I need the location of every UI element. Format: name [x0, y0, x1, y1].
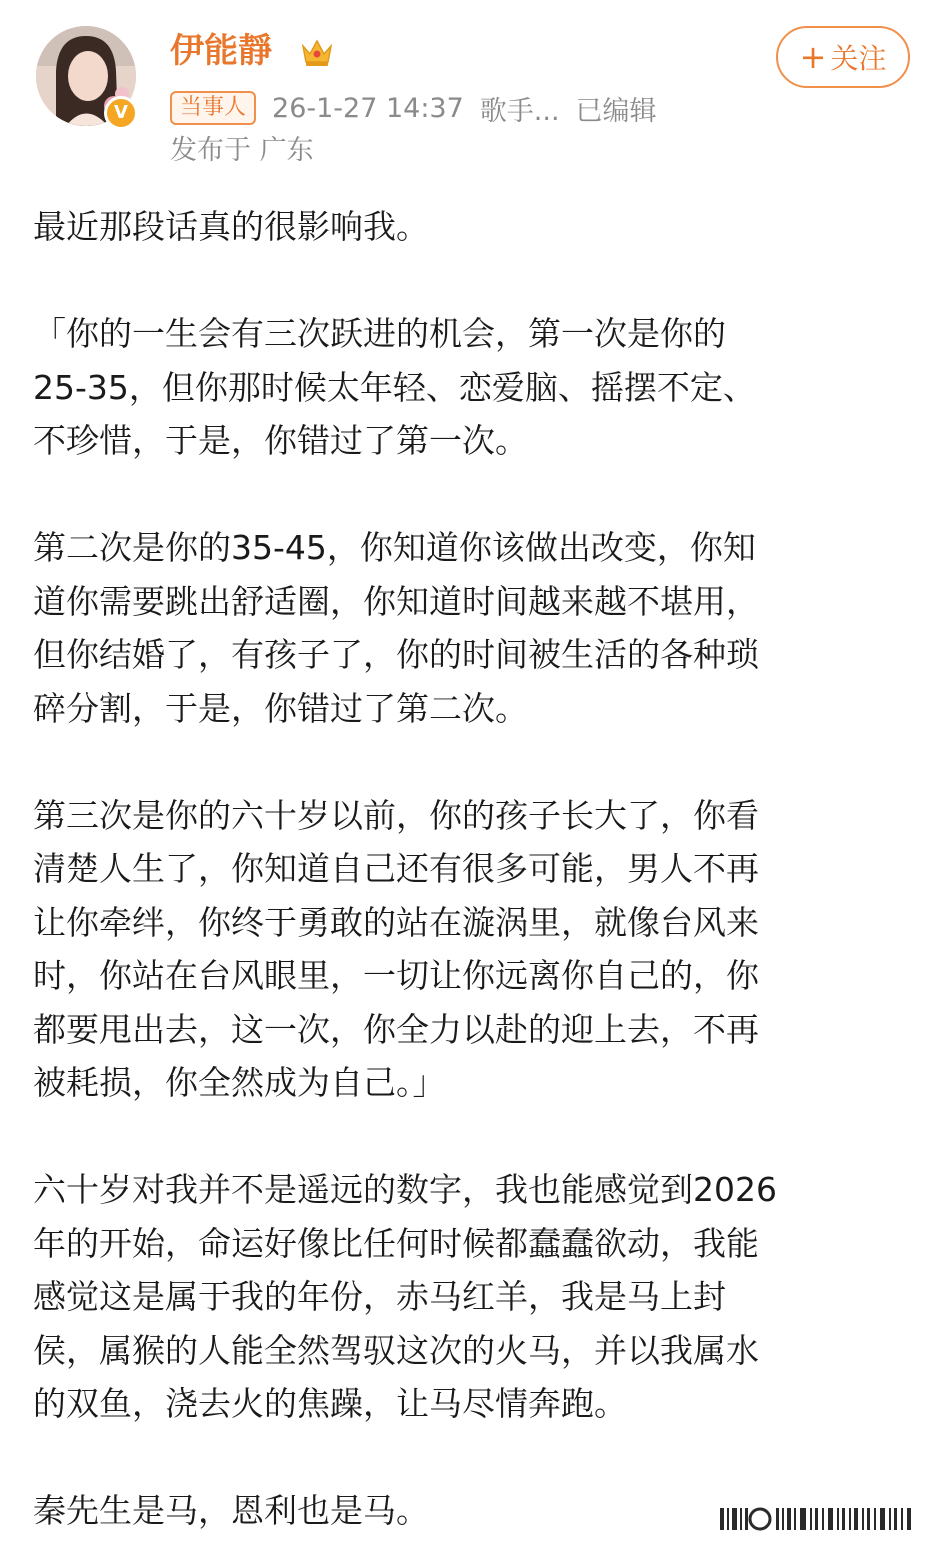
verified-v-icon: V [104, 96, 138, 130]
crown-icon [300, 36, 334, 68]
post-meta [170, 88, 657, 128]
post-timestamp: 26-1-27 14:37 [272, 92, 464, 124]
paragraph: 第三次是你的六十岁以前，你的孩子长大了，你看 清楚人生了，你知道自己还有很多可能，男人不再 让你牵绊，你终于勇敢的站在漩涡里，就像台风来 时，你站在台风眼里，一切让你远离你自己的，你 都要甩出去，这一次，你全力以赴的迎上去，不再 被耗损，你全然成为自己。」 [33, 795, 759, 1102]
post-source[interactable]: 歌手... [479, 95, 560, 127]
post-body [33, 200, 908, 1538]
paragraph: 「你的一生会有三次跃进的机会，第一次是你的 25-35，但你那时候太年轻、恋爱脑、摇摆不定、 不珍惜，于是，你错过了第一次。 [33, 314, 756, 460]
paragraph: 秦先生是马，恩利也是马。 [33, 1491, 429, 1530]
follow-label: 关注 [830, 42, 887, 75]
paragraph: 最近那段话真的很影响我。 [33, 207, 429, 246]
paragraph: 第二次是你的35-45，你知道你该做出改变，你知 道你需要跳出舒适圈，你知道时间越来越不堪用， 但你结婚了，有孩子了，你的时间被生活的各种琐 碎分割，于是，你错过了第二次。 [33, 528, 759, 728]
paragraph: 六十岁对我并不是遥远的数字，我也能感觉到2026 年的开始，命运好像比任何时候都蠢蠢欲动，我能 感觉这是属于我的年份，赤马红羊，我是马上封 侯，属猴的人能全然驾驭这次的火马，并以我属水 的双鱼，浇去火的焦躁，让马尽情奔跑。 [33, 1170, 777, 1423]
role-badge: 当事人 [170, 91, 256, 125]
post-location: 发布于 广东 [170, 135, 314, 166]
edited-label[interactable]: 已编辑 [575, 95, 657, 127]
watermark-barcode-icon [720, 1504, 920, 1534]
plus-icon: + [799, 38, 827, 76]
author-name[interactable]: 伊能靜 [170, 31, 272, 71]
post-header [0, 0, 946, 180]
follow-button[interactable] [776, 26, 910, 88]
